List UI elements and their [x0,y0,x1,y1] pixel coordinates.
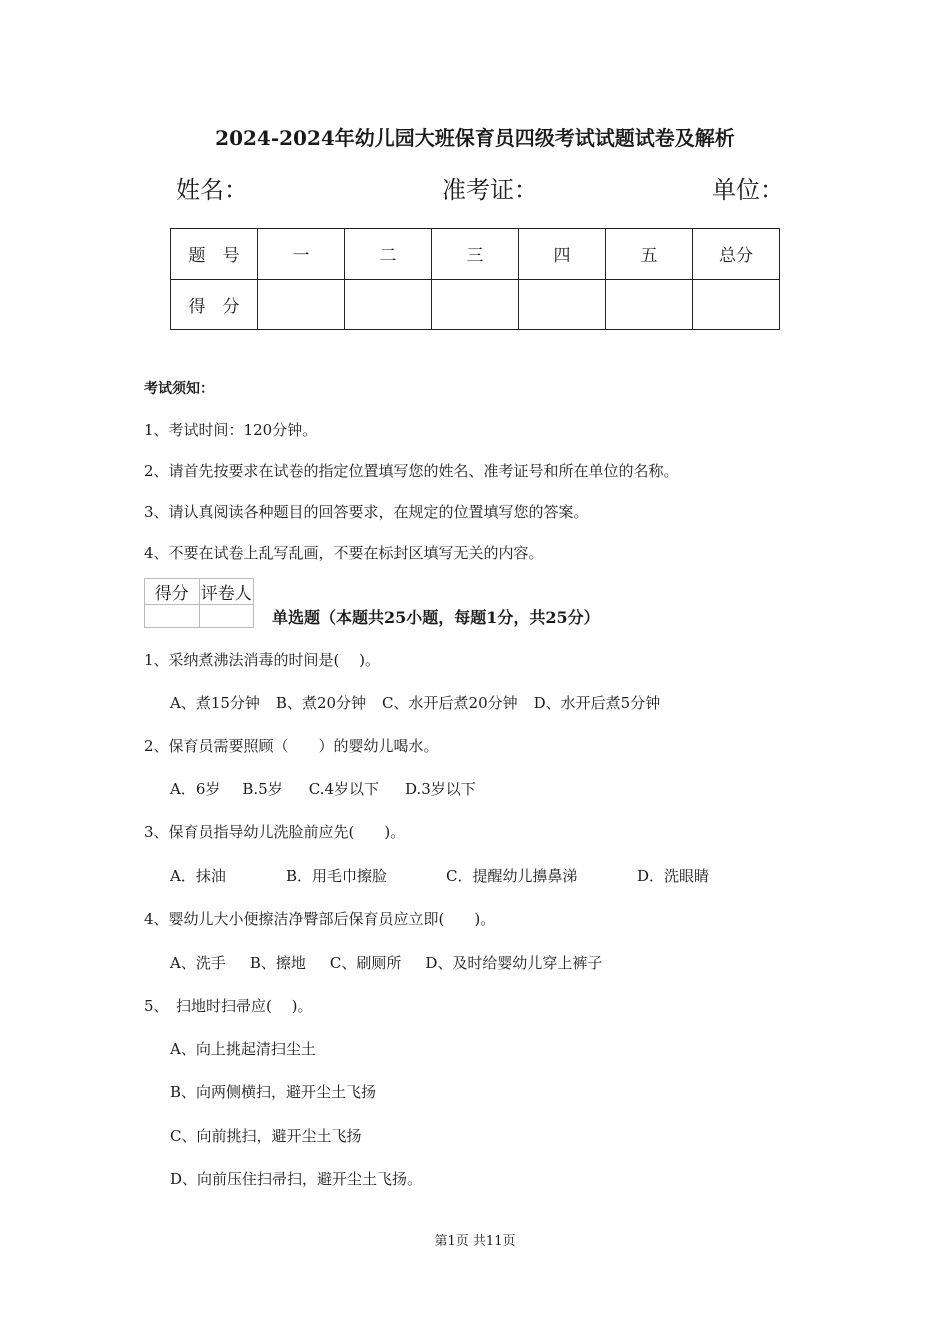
option: B.5岁 [242,780,283,798]
score-cell[interactable] [519,279,606,330]
page-footer: 第1页 共11页 [434,1234,516,1249]
score-table-header-cell: 三 [432,229,519,280]
question-stem: 5、 扫地时扫帚应( )。 [144,997,313,1015]
option: B、煮20分钟 [275,694,367,712]
score-cell[interactable] [606,279,693,330]
option: A．6岁 [170,780,221,798]
score-table-header-cell: 总分 [693,229,780,280]
score-table-header-cell: 五 [606,229,693,280]
exam-id-field-label: 准考证： [442,176,538,204]
score-table-header-cell: 题 号 [171,229,258,280]
notice-item: 2、请首先按要求在试卷的指定位置填写您的姓名、准考证号和所在单位的名称。 [144,462,679,480]
score-table-header-cell: 二 [345,229,432,280]
option: C、水开后煮20分钟 [382,694,518,712]
option: B、擦地 [249,954,306,972]
option: C、向前挑扫，避开尘土飞扬 [170,1127,362,1145]
question-options [170,692,660,713]
unit-field-label: 单位： [712,176,784,204]
grader-table-grader-label: 评卷人 [199,579,254,605]
notice-item: 3、请认真阅读各种题目的回答要求，在规定的位置填写您的答案。 [144,503,589,521]
option: B、向两侧横扫，避开尘土飞扬 [170,1083,377,1101]
option: C.4岁以下 [308,780,379,798]
score-table-score-row [171,279,780,330]
score-table-header-cell: 一 [258,229,345,280]
score-cell[interactable] [432,279,519,330]
option: B．用毛巾擦脸 [286,867,388,885]
grader-table-score-label: 得分 [145,579,200,605]
option: C．提醒幼儿擤鼻涕 [446,867,578,885]
option: A．抹油 [170,867,226,885]
score-table-header-row [171,229,780,280]
grader-name-cell[interactable] [199,605,254,628]
option: D.3岁以下 [405,780,476,798]
question-stem: 2、保育员需要照顾（ ）的婴幼儿喝水。 [144,737,439,755]
notice-item: 1、考试时间：120分钟。 [144,421,318,439]
option: D、向前压住扫帚扫，避开尘土飞扬。 [170,1170,423,1188]
question-stem: 3、保育员指导幼儿洗脸前应先( )。 [144,823,406,841]
grader-score-cell[interactable] [145,605,200,628]
grader-table [144,578,254,628]
question-options [170,952,602,973]
score-table-header-cell: 四 [519,229,606,280]
notice-item: 4、不要在试卷上乱写乱画，不要在标封区填写无关的内容。 [144,544,544,562]
option: D、水开后煮5分钟 [533,694,661,712]
score-table [170,228,780,330]
notice-heading: 考试须知： [144,381,214,397]
option: A、煮15分钟 [170,694,260,712]
question-stem: 4、婴幼儿大小便擦洁净臀部后保育员应立即( )。 [144,910,496,928]
option: D．洗眼睛 [637,867,710,885]
score-cell[interactable] [693,279,780,330]
option: A、洗手 [170,954,226,972]
option: C、刷厕所 [329,954,402,972]
option: A、向上挑起清扫尘土 [170,1040,316,1058]
score-cell[interactable] [345,279,432,330]
page-title: 2024-2024年幼儿园大班保育员四级考试试题试卷及解析 [215,126,735,150]
score-cell[interactable] [258,279,345,330]
question-options [170,778,476,799]
option: D、及时给婴幼儿穿上裤子 [425,954,603,972]
question-stem: 1、采纳煮沸法消毒的时间是( )。 [144,651,381,669]
score-row-label: 得 分 [171,279,258,330]
name-field-label: 姓名： [176,176,248,204]
section-heading: 单选题（本题共25小题，每题1分，共25分） [272,608,600,627]
